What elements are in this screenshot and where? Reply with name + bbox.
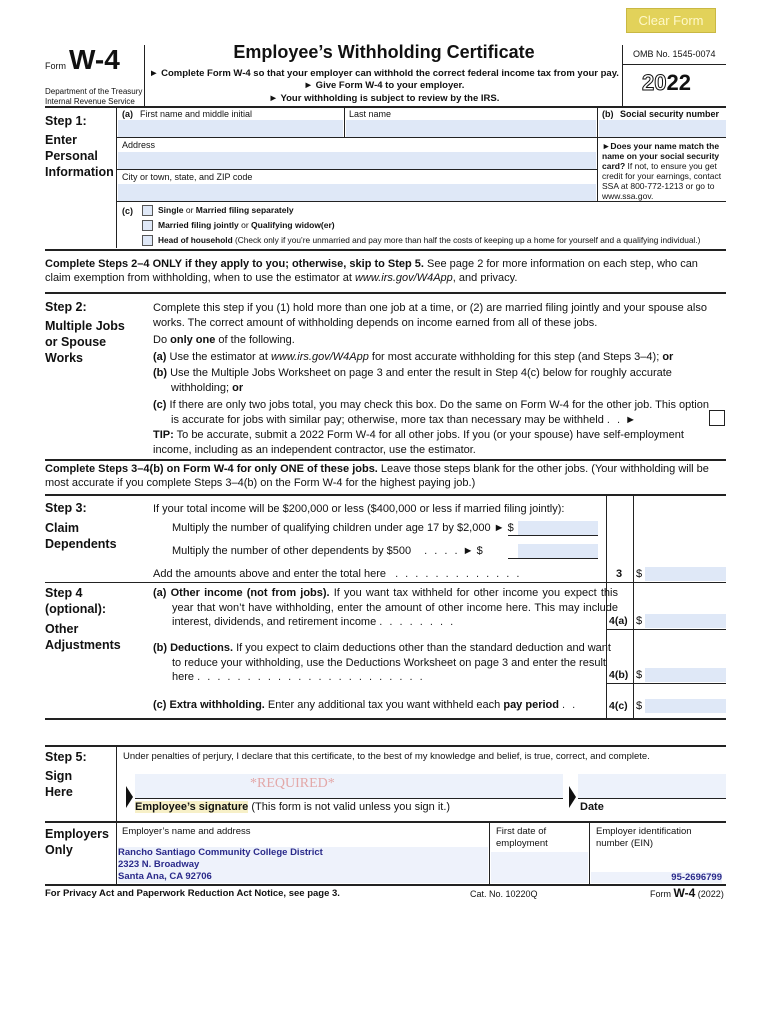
step2-title-line1: Multiple Jobs <box>45 319 125 333</box>
complete-steps-note-2-bold: Complete Steps 3–4(b) on Form W-4 for only ONE of these jobs. <box>45 463 378 475</box>
ein-divider <box>589 821 590 885</box>
header-instruction-1: ► Complete Form W-4 so that your employer can withhold the correct federal income tax from your pay. <box>149 68 619 79</box>
step5-title-line1: Sign <box>45 769 73 783</box>
step4b-bold: Deductions. <box>170 642 234 654</box>
complete-steps-note-2-text: Leave those steps blank for the other jobs. (Your withholding will be most accurate if you complete Steps 3–4(b) on the Form W-4 for the highest paying job.) <box>45 463 709 489</box>
ssn-divider <box>597 106 598 138</box>
step2-tip <box>153 428 718 457</box>
step2-option-c <box>153 398 716 427</box>
step2-c-dots: . . <box>606 413 623 426</box>
city-input[interactable] <box>118 184 596 201</box>
ein-label-2: number (EIN) <box>596 838 654 849</box>
dept-line2: Internal Revenue Service <box>45 97 135 106</box>
address-input[interactable] <box>118 152 596 169</box>
signature-label-note: (This form is not valid unless you sign it.) <box>248 801 451 813</box>
first-date-label-1: First date of <box>496 826 547 837</box>
tax-year <box>642 70 691 96</box>
step4a-body: If you want tax withheld for other income you expect this year that won’t have withholding, enter the amount of other income here. This may include interest, dividends, and retirement income <box>172 587 618 628</box>
step2-title-line3: Works <box>45 351 83 365</box>
step2-a-url: www.irs.gov/W4App <box>271 351 369 363</box>
first-last-divider <box>344 106 345 138</box>
step3-children-arrow: ► $ <box>493 522 514 534</box>
employers-label-line2: Only <box>45 843 73 857</box>
omb-underline <box>622 64 726 65</box>
step4c-body: Enter any additional tax you want withheld each <box>264 699 504 711</box>
employer-name-line2: 2323 N. Broadway <box>118 859 200 870</box>
step4b-bottom-rule <box>606 683 726 684</box>
first-name-letter: (a) <box>122 109 133 119</box>
step4c-text <box>153 699 577 711</box>
step4b-dollar: $ <box>636 669 643 681</box>
step2-option-a <box>153 350 713 365</box>
option-single <box>158 205 294 216</box>
other-dependents-input[interactable] <box>518 544 598 558</box>
step1-label: Step 1: <box>45 114 87 128</box>
employers-left-border <box>116 821 117 885</box>
step4a-bottom-rule <box>606 629 726 630</box>
step3-total-text: Add the amounts above and enter the total here <box>153 568 386 580</box>
step4b-text <box>153 641 618 685</box>
step2-a-letter: (a) <box>153 351 167 363</box>
catalog-number: Cat. No. 10220Q <box>470 889 538 899</box>
step3-title-line1: Claim <box>45 521 80 535</box>
step4a-dots: . . . . . . . . <box>379 616 456 628</box>
step3-bottom-rule <box>45 582 726 583</box>
required-marker: *REQUIRED* <box>250 776 335 791</box>
option-head-bold: Head of household <box>158 235 233 245</box>
header-divider-right <box>622 45 623 107</box>
step3-title-line2: Dependents <box>45 537 117 551</box>
step2-a-post: for most accurate withholding for this step (and Steps 3–4); <box>368 351 663 363</box>
step4-title-line1: Other <box>45 622 79 636</box>
ssn-label: Social security number <box>620 109 720 119</box>
step4a-input[interactable] <box>645 614 726 628</box>
step2-label: Step 2: <box>45 300 87 314</box>
signature-line <box>135 798 563 799</box>
step4c-dollar: $ <box>636 700 643 712</box>
step2-b-letter: (b) <box>153 367 168 379</box>
footer-form-id <box>650 886 724 900</box>
ein-label-1: Employer identification <box>596 826 692 837</box>
step3-other-dots: . . . . <box>424 545 460 557</box>
option-married-or: or <box>238 220 252 230</box>
option-single-bold: Single <box>158 205 184 215</box>
option-married-bold: Married filing jointly <box>158 220 239 230</box>
filing-status-letter: (c) <box>122 206 133 216</box>
step4c-letter: (c) <box>153 699 167 711</box>
privacy-notice: For Privacy Act and Paperwork Reduction Act Notice, see page 3. <box>45 888 340 899</box>
option-married-bold2: Qualifying widow(er) <box>251 220 335 230</box>
step2-do-only-one <box>153 334 295 346</box>
footer-form-code: W-4 <box>673 886 696 900</box>
header-instruction-2: ► Give Form W-4 to your employer. <box>303 80 465 91</box>
step4b-input[interactable] <box>645 668 726 682</box>
complete-steps-note-2 <box>45 462 726 490</box>
employers-label-line1: Employers <box>45 827 109 841</box>
step2-c-text: If there are only two jobs total, you may check this box. Do the same on Form W-4 for the other job. This option is accurate for jobs with similar pay; otherwise, more tax than necessary may be withheld <box>169 399 709 426</box>
step5-top-rule <box>45 745 726 747</box>
step2-do-pre: Do <box>153 334 171 346</box>
first-name-input[interactable] <box>118 120 343 137</box>
step3-total-dots: . . . . . . . . . . . . . <box>395 568 522 580</box>
step4c-bold: Extra withholding. <box>169 699 265 711</box>
employer-name-value[interactable] <box>118 847 488 883</box>
header-bottom-rule <box>45 106 726 108</box>
first-date-divider <box>489 821 490 885</box>
step4a-dollar: $ <box>636 615 643 627</box>
tax-year-outline: 20 <box>642 70 667 95</box>
clear-form-button[interactable]: Clear Form <box>626 8 716 33</box>
complete-steps-note-bold: Complete Steps 2–4 ONLY if they apply to you; otherwise, skip to Step 5. <box>45 258 424 270</box>
employers-bottom-rule <box>45 884 726 886</box>
header-instruction-3: ► Your withholding is subject to review by the IRS. <box>268 93 500 104</box>
footer-form-year: (2022) <box>697 889 724 899</box>
ssn-note-divider <box>597 137 598 202</box>
step5-bottom-rule <box>45 821 726 823</box>
first-name-label: First name and middle initial <box>140 109 253 119</box>
step2-tip-text: To be accurate, submit a 2022 Form W-4 for all other jobs. If you (or your spouse) have self-employment income, including as an independent contractor, use the estimator. <box>153 429 684 456</box>
ssn-input[interactable] <box>599 120 726 137</box>
date-arrow-icon <box>569 786 576 808</box>
address-row-rule <box>116 169 597 170</box>
step3-other-line <box>172 545 483 557</box>
step4a-letter: (a) <box>153 587 167 599</box>
step4b-body: If you expect to claim deductions other than the standard deduction and want to reduce your withholding, use the Deductions Worksheet on page 3 and enter the result here <box>172 642 611 683</box>
date-input[interactable] <box>578 774 726 798</box>
footer-form-word: Form <box>650 889 671 899</box>
step4-title-line2: Adjustments <box>45 638 121 652</box>
option-head <box>158 235 700 246</box>
step2-bottom-rule <box>45 459 726 461</box>
step2-do-post: of the following. <box>215 334 295 346</box>
children-amount-input[interactable] <box>518 521 598 535</box>
step2-option-b <box>153 366 716 395</box>
step2-b-or: or <box>232 381 244 394</box>
tax-year-solid: 22 <box>666 70 691 95</box>
step3-other-text: Multiply the number of other dependents by $500 <box>172 545 412 557</box>
signature-arrow-icon <box>126 786 133 808</box>
signature-input[interactable] <box>135 774 563 798</box>
step5-label: Step 5: <box>45 750 87 764</box>
step2-c-arrow: ► <box>625 413 637 426</box>
other-dependents-underline <box>508 558 598 559</box>
first-date-label-2: employment <box>496 838 548 849</box>
step3-total-input[interactable] <box>645 567 726 581</box>
last-name-label: Last name <box>349 109 392 119</box>
form-word: Form <box>45 61 66 71</box>
date-line <box>578 798 726 799</box>
complete-steps-note-url: www.irs.gov/W4App <box>354 272 453 284</box>
header-divider-left <box>144 45 145 107</box>
complete-steps-note <box>45 257 726 285</box>
step4c-input[interactable] <box>645 699 726 713</box>
step4c-bold2: pay period <box>503 699 559 711</box>
step3-dollar: $ <box>636 568 643 580</box>
amount-col-mid <box>633 494 634 719</box>
step4a-bold: Other income (not from jobs). <box>170 587 330 599</box>
step4b-letter: (b) <box>153 642 168 654</box>
step2-b-text: Use the Multiple Jobs Worksheet on page 3 and enter the result in Step 4(c) below for roughly accurate withholding; <box>170 367 672 394</box>
step1-title-line1: Enter <box>45 133 77 147</box>
step4-label: Step 4 <box>45 586 83 600</box>
step2-title-line2: or Spouse <box>45 335 107 349</box>
employer-name-line3: Santa Ana, CA 92706 <box>118 871 212 882</box>
step1-left-border <box>116 106 117 248</box>
name-row-rule <box>116 137 726 138</box>
step3-total-line <box>153 568 521 580</box>
step4c-box: 4(c) <box>609 700 628 712</box>
checkbox-single[interactable] <box>142 205 153 216</box>
signature-label <box>135 801 450 813</box>
form-code: W-4 <box>69 44 120 75</box>
step4-label2: (optional): <box>45 602 107 616</box>
omb-number: OMB No. 1545-0074 <box>633 49 716 59</box>
city-label: City or town, state, and ZIP code <box>122 172 253 182</box>
perjury-statement: Under penalties of perjury, I declare that this certificate, to the best of my knowledge and belief, is true, correct, and complete. <box>123 751 650 762</box>
step4c-dots: . . <box>562 699 578 711</box>
two-jobs-checkbox[interactable] <box>709 410 725 426</box>
complete-steps-note-text: See page 2 for more information on each step, who can claim exemption from withholding, when to use the estimator at <box>45 258 698 284</box>
step2-do-bold: only one <box>170 334 216 346</box>
note1-bottom-rule <box>45 292 726 294</box>
ssn-note <box>602 141 726 201</box>
employer-name-line1: Rancho Santiago Community College District <box>118 847 323 858</box>
step4b-dots: . . . . . . . . . . . . . . . . . . . . . . . <box>197 671 425 683</box>
ssn-note-text: If not, to ensure you get credit for your earnings, contact SSA at 800-772-1213 or go to www.ssa.gov. <box>602 161 722 201</box>
step4a-box: 4(a) <box>609 615 628 627</box>
step1-title-line2: Personal <box>45 149 98 163</box>
option-single-or: or <box>183 205 196 215</box>
dept-line1: Department of the Treasury <box>45 87 143 96</box>
option-married <box>158 220 335 231</box>
page-title: Employee’s Withholding Certificate <box>233 42 535 62</box>
complete-steps-note-end: , and privacy. <box>452 272 518 284</box>
checkbox-head[interactable] <box>142 235 153 246</box>
step3-children-text: Multiply the number of qualifying children under age 17 by $2,000 <box>172 522 491 534</box>
date-label: Date <box>580 801 604 813</box>
step2-tip-bold: TIP: <box>153 429 174 441</box>
option-head-note: (Check only if you’re unmarried and pay more than half the costs of keeping up a home for yourself and a qualifying individual.) <box>232 235 701 245</box>
step4a-text <box>153 586 618 630</box>
step5-title-line2: Here <box>45 785 73 799</box>
step3-box: 3 <box>616 568 623 580</box>
step3-intro: If your total income will be $200,000 or less ($400,000 or less if married filing jointly): <box>153 503 565 515</box>
ssn-note-question: ►Does your name match the name on your social security card? <box>602 141 720 171</box>
step2-a-or: or <box>662 351 674 363</box>
step3-children-line <box>172 522 514 534</box>
option-single-bold2: Married filing separately <box>195 205 294 215</box>
address-label: Address <box>122 140 156 150</box>
step3-other-arrow: ► $ <box>462 545 483 557</box>
step4b-box: 4(b) <box>609 669 629 681</box>
first-date-input[interactable] <box>491 852 588 883</box>
checkbox-married[interactable] <box>142 220 153 231</box>
step5-left-border <box>116 745 117 822</box>
ein-value[interactable]: 95-2696799 <box>591 872 722 883</box>
children-amount-underline <box>508 535 598 536</box>
step2-intro: Complete this step if you (1) hold more than one job at a time, or (2) are married filing jointly and your spouse also works. The correct amount of withholding depends on income earned from all of these jobs. <box>153 302 707 329</box>
signature-label-bold: Employee’s signature <box>135 801 249 813</box>
ssn-letter: (b) <box>602 109 614 119</box>
employer-name-label: Employer’s name and address <box>122 826 251 837</box>
step3-label: Step 3: <box>45 501 87 515</box>
last-name-input[interactable] <box>346 120 596 137</box>
step1-title-line3: Information <box>45 165 114 179</box>
step2-a-pre: Use the estimator at <box>169 351 272 363</box>
note2-bottom-rule <box>45 494 726 496</box>
step1-bottom-rule <box>45 249 726 251</box>
city-row-rule <box>116 201 726 202</box>
step4-bottom-rule <box>45 718 726 720</box>
step2-c-letter: (c) <box>153 399 167 411</box>
